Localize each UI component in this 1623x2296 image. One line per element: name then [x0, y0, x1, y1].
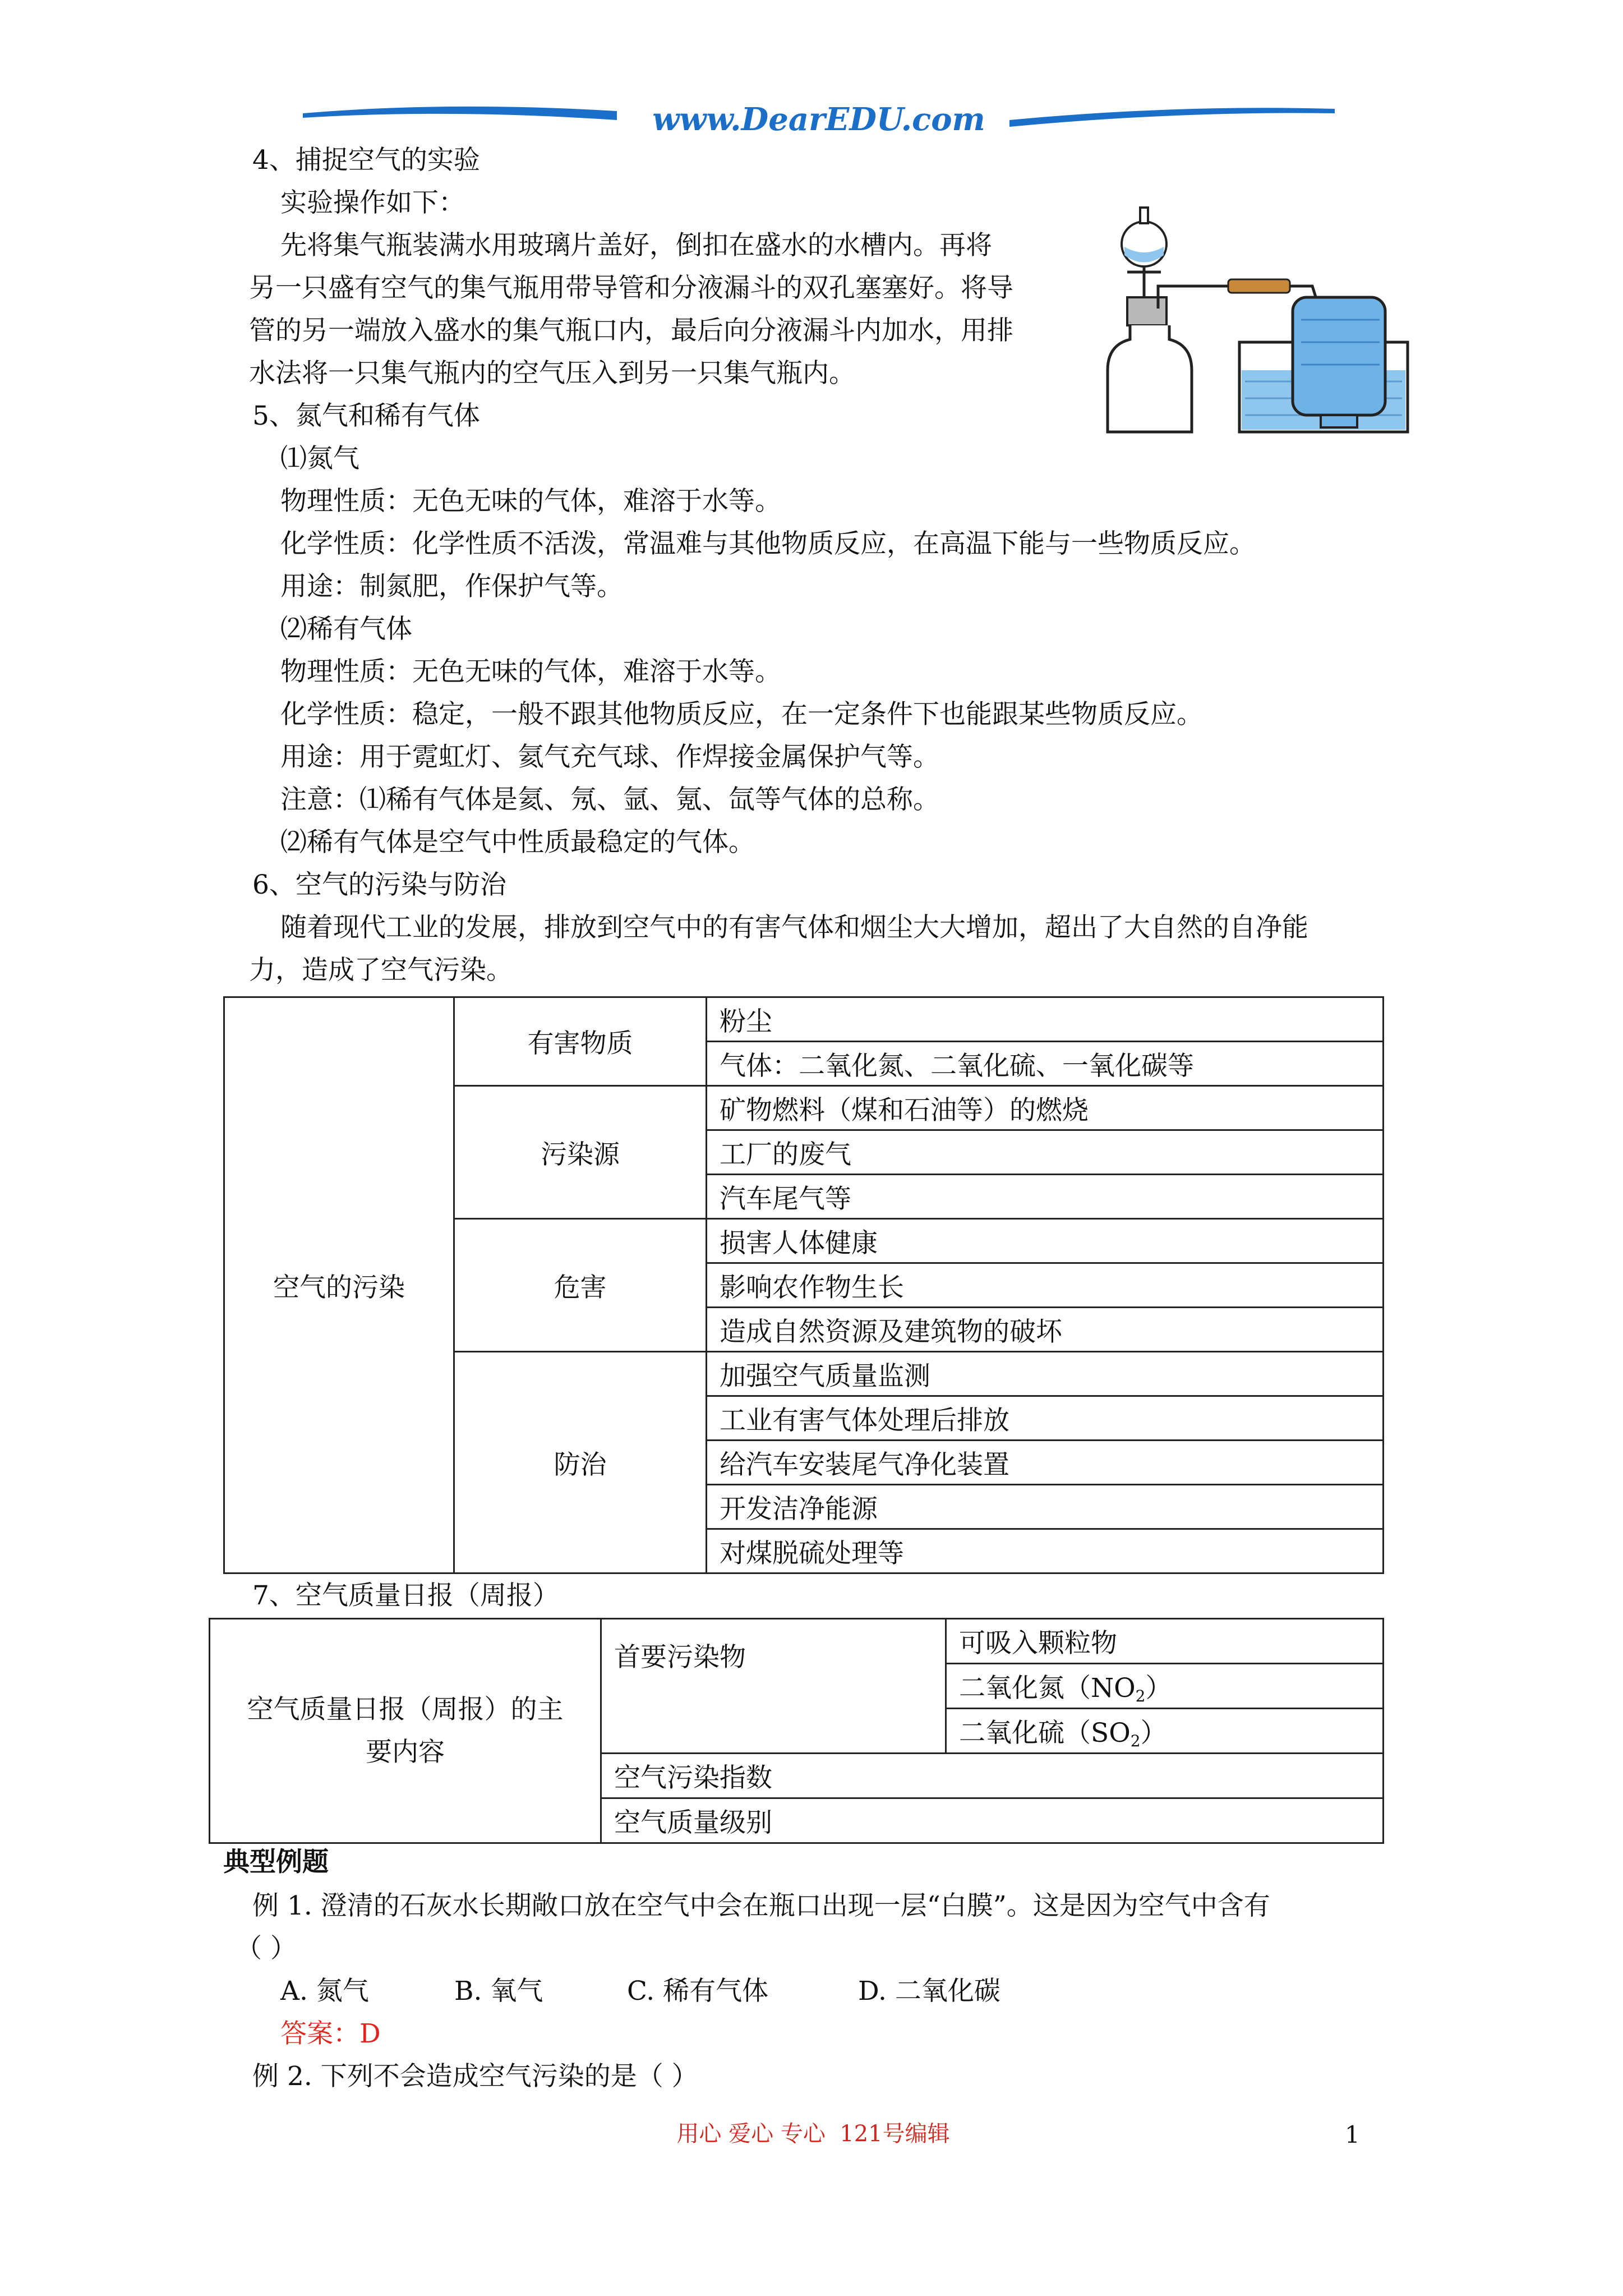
table-item-cell: 对煤脱硫处理等 — [707, 1529, 1384, 1573]
table-group-label: 有害物质 — [454, 997, 707, 1086]
report-primary-item: 可吸入颗粒物 — [946, 1619, 1384, 1664]
section4-body-line: 管的另一端放入盛水的集气瓶口内，最后向分液漏斗内加水，用排 — [249, 315, 1013, 346]
section5-line: 物理性质：无色无味的气体，难溶于水等。 — [280, 486, 781, 517]
answer-text: 答案：D — [280, 2018, 381, 2049]
table-root-cell: 空气的污染 — [224, 997, 454, 1573]
table-group-label: 防治 — [454, 1352, 707, 1573]
section5-line: 化学性质：化学性质不活泼，常温难与其他物质反应，在高温下能与一些物质反应。 — [280, 528, 1256, 559]
option-d: D. 二氧化碳 — [858, 1976, 1000, 2007]
report-primary-item — [946, 1664, 1384, 1709]
report-root-line: 要内容 — [366, 1736, 445, 1768]
example1-line: （ ） — [236, 1933, 297, 1964]
table-item-cell: 气体：二氧化氮、二氧化硫、一氧化碳等 — [707, 1042, 1384, 1086]
table-item-cell: 工业有害气体处理后排放 — [707, 1396, 1384, 1441]
section5-line: 用途：制氮肥，作保护气等。 — [280, 571, 623, 602]
table-item-cell: 汽车尾气等 — [707, 1175, 1384, 1219]
table-item-cell: 给汽车安装尾气净化装置 — [707, 1441, 1384, 1485]
section4-body-line: 水法将一只集气瓶内的空气压入到另一只集气瓶内。 — [249, 358, 855, 389]
table-item-cell: 造成自然资源及建筑物的破坏 — [707, 1308, 1384, 1352]
air-quality-report-table — [209, 1618, 1384, 1844]
table-item-cell: 工厂的废气 — [707, 1130, 1384, 1175]
report-level-cell: 空气质量级别 — [601, 1798, 1384, 1843]
report-primary-item-text: 二氧化氮（NO — [959, 1672, 1136, 1704]
section5-line: 注意：⑴稀有气体是氦、氖、氩、氪、氙等气体的总称。 — [280, 784, 939, 815]
report-primary-item — [946, 1709, 1384, 1754]
example2-line: 例 2. 下列不会造成空气污染的是（ ） — [252, 2061, 698, 2092]
table-group-label: 污染源 — [454, 1086, 707, 1219]
air-pollution-table — [223, 996, 1384, 1574]
section4-intro: 实验操作如下： — [280, 187, 465, 218]
example1-line: 例 1. 澄清的石灰水长期敞口放在空气中会在瓶口出现一层“白膜”。这是因为空气中含有 — [252, 1890, 1270, 1921]
section5-line: ⑵稀有气体 — [280, 614, 412, 645]
report-root-line: 空气质量日报（周报）的主 — [247, 1694, 564, 1725]
report-primary-label: 首要污染物 — [601, 1619, 946, 1754]
section5-line: 物理性质：无色无味的气体，难溶于水等。 — [280, 656, 781, 687]
report-root-cell — [210, 1619, 601, 1843]
page-number: 1 — [1345, 2121, 1360, 2148]
header-logo[interactable]: www.DearEDU.com — [652, 101, 985, 138]
report-subscript: 2 — [1130, 1731, 1141, 1750]
report-primary-item-text: ） — [1140, 1717, 1167, 1749]
option-b: B. 氧气 — [454, 1976, 543, 2007]
section5-title: 5、氮气和稀有气体 — [252, 401, 480, 431]
section6-title: 6、空气的污染与防治 — [252, 869, 506, 900]
section6-paragraph-line: 力，造成了空气污染。 — [249, 955, 513, 986]
section4-body-line: 另一只盛有空气的集气瓶用带导管和分液漏斗的双孔塞塞好。将导 — [249, 273, 1013, 303]
table-item-cell: 粉尘 — [707, 997, 1384, 1042]
table-item-cell: 开发洁净能源 — [707, 1485, 1384, 1529]
report-primary-item-text: 二氧化硫（SO — [959, 1717, 1131, 1749]
table-item-cell: 矿物燃料（煤和石油等）的燃烧 — [707, 1086, 1384, 1130]
section4-title: 4、捕捉空气的实验 — [252, 145, 480, 176]
section6-paragraph-line: 随着现代工业的发展，排放到空气中的有害气体和烟尘大大增加，超出了大自然的自净能 — [280, 912, 1308, 943]
footer-text: 用心 爱心 专心 121号编辑 — [676, 2121, 950, 2147]
option-c: C. 稀有气体 — [627, 1976, 769, 2007]
section4-body-line: 先将集气瓶装满水用玻璃片盖好，倒扣在盛水的水槽内。再将 — [280, 230, 992, 261]
table-group-label: 危害 — [454, 1219, 707, 1352]
section5-line: 化学性质：稳定，一般不跟其他物质反应，在一定条件下也能跟某些物质反应。 — [280, 699, 1203, 730]
report-primary-item-text: ） — [1145, 1672, 1172, 1704]
section7-title: 7、空气质量日报（周报） — [252, 1580, 559, 1611]
table-item-cell: 加强空气质量监测 — [707, 1352, 1384, 1396]
section5-line: 用途：用于霓虹灯、氦气充气球、作焊接金属保护气等。 — [280, 742, 939, 772]
table-item-cell: 损害人体健康 — [707, 1219, 1384, 1263]
table-item-cell: 影响农作物生长 — [707, 1263, 1384, 1308]
report-index-cell: 空气污染指数 — [601, 1754, 1384, 1798]
gas-collection-apparatus-illustration — [1105, 202, 1419, 443]
section5-line: ⑴氮气 — [280, 443, 359, 474]
section5-line: ⑵稀有气体是空气中性质最稳定的气体。 — [280, 827, 755, 858]
examples-heading: 典型例题 — [223, 1847, 329, 1878]
option-a: A. 氮气 — [280, 1976, 369, 2007]
report-subscript: 2 — [1135, 1686, 1146, 1705]
